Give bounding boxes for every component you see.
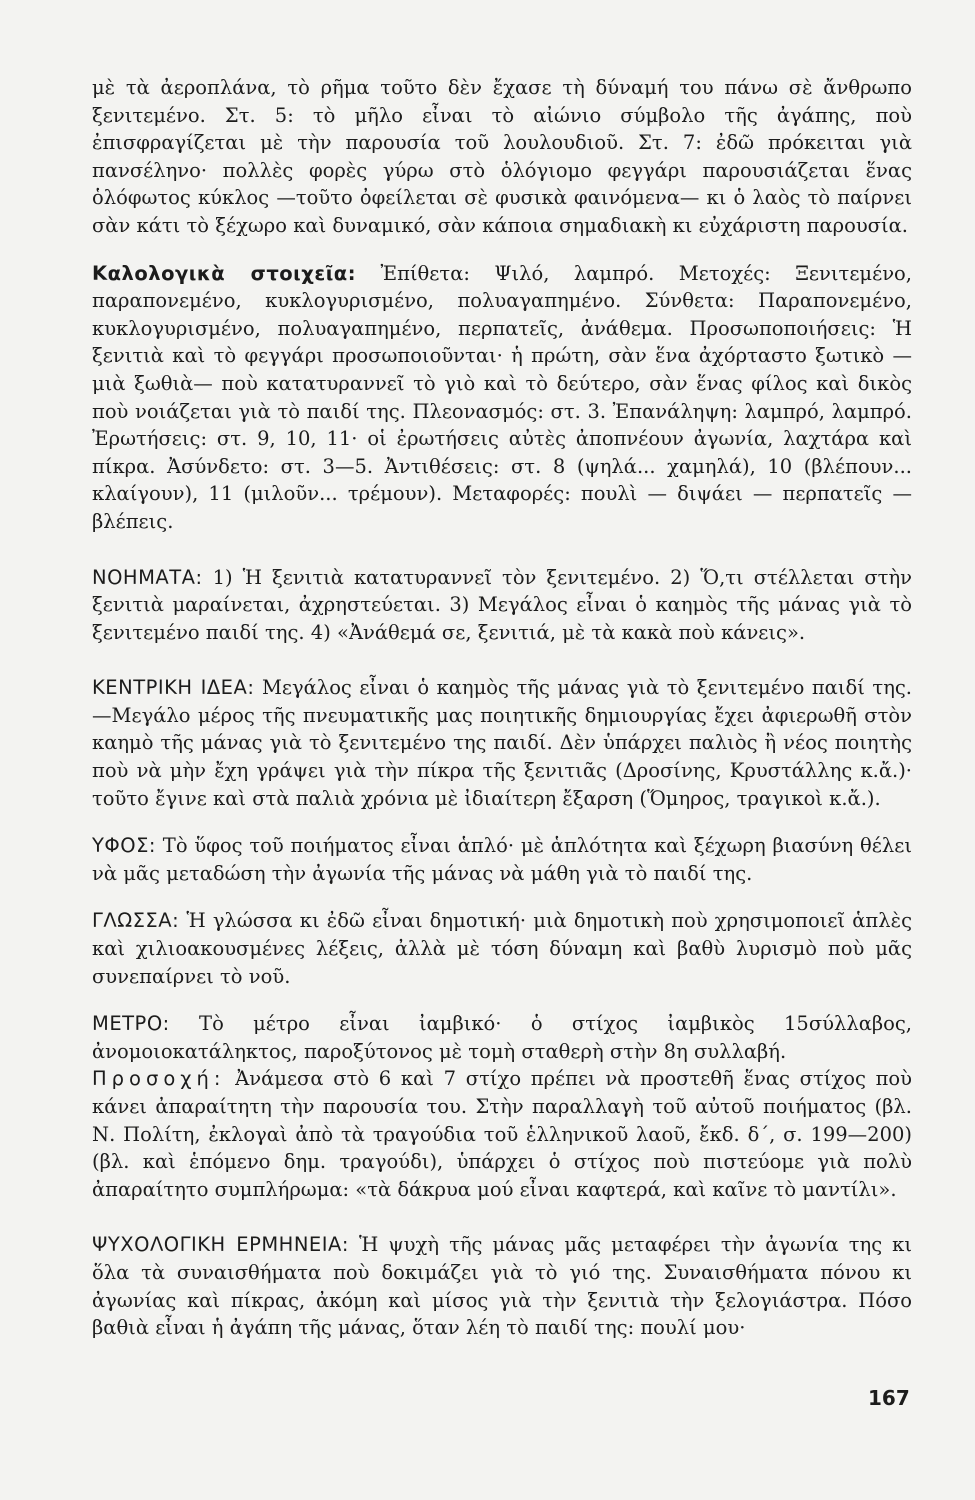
- paragraph-kalologika: [92, 260, 912, 536]
- paragraph-text: Ἀνάμεσα στὸ 6 καὶ 7 στίχο πρέπει νὰ προστεθῆ ἕνας στίχος ποὺ κάνει ἀπαραίτητη τὴν παρουσία του. Στὴν παραλλαγὴ τοῦ αὐτοῦ ποιήματος (βλ. Ν. Πολίτη, ἐκλογαὶ ἀπὸ τὰ τραγούδια τοῦ ἑλληνικοῦ λαοῦ, ἔκδ. δ΄, σ. 199—200) (βλ. καὶ ἑπόμενο δημ. τραγούδι), ὑπάρχει ὁ στίχος ποὺ πιστεύομε γιὰ πολὺ ἀπαραίτητο συμπλήρωμα: «τὰ δάκρυα μού εἶναι καφτερά, καὶ καῖνε τὸ μαντίλι».: [92, 1067, 912, 1201]
- paragraph-text: μὲ τὰ ἀεροπλάνα, τὸ ρῆμα τοῦτο δὲν ἔχασε τὴ δύναμή του πάνω σὲ ἄνθρωπο ξενιτεμένο. Στ. 5: τὸ μῆλο εἶναι τὸ αἰώνιο σύμβολο τῆς ἀγάπης, ποὺ ἐπισφραγίζεται μὲ τὴν παρουσία τοῦ λουλουδιοῦ. Στ. 7: ἐδῶ πρόκειται γιὰ πανσέληνο· πολλὲς φορὲς γύρω στὸ ὁλόγιομο φεγγάρι παρουσιάζεται ἕνας ὁλόφωτος κύκλος —τοῦτο ὀφείλεται σὲ φυσικὰ φαινόμενα— κι ὁ λαὸς τὸ παίρνει σὰν κάτι τὸ ξέχωρο καὶ δυναμικό, σὰν κάποια σημαδιακὴ κι εὐχάριστη παρουσία.: [92, 76, 912, 237]
- paragraph-noimata: [92, 564, 912, 647]
- section-label: Καλολογικὰ στοιχεῖα:: [92, 261, 357, 285]
- section-label: ΚΕΝΤΡΙΚΗ ΙΔΕΑ:: [92, 676, 255, 700]
- section-label: ΓΛΩΣΣΑ:: [92, 909, 180, 933]
- paragraph-psychologiki: [92, 1231, 912, 1341]
- paragraph-text: Μεγάλος εἶναι ὁ καημὸς τῆς μάνας γιὰ τὸ ξενιτεμένο παιδί της. —Μεγάλο μέρος τῆς πνευματικῆς μας ποιητικῆς δημιουργίας ἔχει ἀφιερωθῆ στὸν καημὸ τῆς μάνας γιὰ τὸ ξενιτεμένο της παιδί. Δὲν ὑπάρχει παλιὸς ἢ νέος ποιητὴς ποὺ νὰ μὴν ἔχη γράψει γιὰ τὴν πίκρα τῆς ξενιτιᾶς (Δροσίνης, Κρυστάλλης κ.ἄ.)· τοῦτο ἔγινε καὶ στὰ παλιὰ χρόνια μὲ ἰδιαίτερη ἔξαρση (Ὅμηρος, τραγικοὶ κ.ἄ.).: [92, 676, 912, 810]
- paragraph-text: Τὸ μέτρο εἶναι ἰαμβικό· ὁ στίχος ἰαμβικὸς 15σύλλαβος, ἀνομοιοκατάληκτος, παροξύτονος μὲ τομὴ σταθερὴ στὴν 8η συλλαβή.: [92, 1012, 912, 1063]
- page-number: 167: [868, 1386, 910, 1410]
- section-label: ΝΟΗΜΑΤΑ:: [92, 565, 203, 589]
- paragraph-text: Τὸ ὕφος τοῦ ποιήματος εἶναι ἁπλό· μὲ ἁπλότητα καὶ ξέχωρη βιασύνη θέλει νὰ μᾶς μεταδώση τὴν ἀγωνία τῆς μάνας νὰ μάθη γιὰ τὸ παιδί της.: [92, 834, 912, 885]
- paragraph-metro: [92, 1010, 912, 1065]
- paragraph-intro: [92, 74, 912, 240]
- paragraph-glossa: [92, 907, 912, 990]
- paragraph-prosoxi: [92, 1065, 912, 1203]
- section-label: ΜΕΤΡΟ:: [92, 1012, 170, 1036]
- section-label: Προσοχή:: [92, 1067, 226, 1091]
- section-label: ΨΥΧΟΛΟΓΙΚΗ ΕΡΜΗΝΕΙΑ:: [92, 1233, 349, 1257]
- paragraph-text: 1) Ἡ ξενιτιὰ κατατυραννεῖ τὸν ξενιτεμένο. 2) Ὅ,τι στέλλεται στὴν ξενιτιὰ μαραίνεται, ἀχρηστεύεται. 3) Μεγάλος εἶναι ὁ καημὸς τῆς μάνας γιὰ τὸ ξενιτεμένο παιδί της. 4) «Ἀνάθεμά σε, ξενιτιά, μὲ τὰ κακὰ ποὺ κάνεις».: [92, 565, 912, 644]
- paragraph-kentriki-idea: [92, 674, 912, 812]
- body-text: [92, 74, 912, 1342]
- paragraph-yfos: [92, 832, 912, 887]
- paragraph-text: Ἡ ψυχὴ τῆς μάνας μᾶς μεταφέρει τὴν ἀγωνία της κι ὅλα τὰ συναισθήματα ποὺ δοκιμάζει γιὰ τὸ γιό της. Συναισθήματα πόνου κι ἀγωνίας καὶ πίκρας, ἀκόμη καὶ μίσος γιὰ τὴν ξενιτιὰ τὴν ξελογιάστρα. Πόσο βαθιὰ εἶναι ἡ ἀγάπη τῆς μάνας, ὅταν λέη τὸ παιδί της: πουλί μου·: [92, 1233, 913, 1340]
- paragraph-text: Ἡ γλώσσα κι ἐδῶ εἶναι δημοτική· μιὰ δημοτικὴ ποὺ χρησιμοποιεῖ ἁπλὲς καὶ χιλιοακουσμένες λέξεις, ἀλλὰ μὲ τόση δύναμη καὶ βαθὺ λυρισμὸ ποὺ μᾶς συνεπαίρνει τὸ νοῦ.: [92, 909, 912, 988]
- paragraph-text: Ἐπίθετα: Ψιλό, λαμπρό. Μετοχές: Ξενιτεμένο, παραπονεμένο, κυκλογυρισμένο, πολυαγαπημένο. Σύνθετα: Παραπονεμένο, κυκλογυρισμένο, πολυαγαπημένο, περπατεῖς, ἀνάθεμα. Προσωποποιήσεις: Ἡ ξενιτιὰ καὶ τὸ φεγγάρι προσωποιοῦνται· ἡ πρώτη, σὰν ἕνα ἀχόρταστο ξωτικὸ — μιὰ ξωθιὰ— ποὺ κατατυραννεῖ τὸ γιὸ καὶ τὸ δεύτερο, σὰν ἕνας φίλος καὶ δικὸς ποὺ νοιάζεται γιὰ τὸ παιδί της. Πλεονασμός: στ. 3. Ἐπανάληψη: λαμπρό, λαμπρό. Ἐρωτήσεις: στ. 9, 10, 11· οἱ ἐρωτήσεις αὐτὲς ἀποπνέουν ἀγωνία, λαχτάρα καὶ πίκρα. Ἀσύνδετο: στ. 3—5. Ἀντιθέσεις: στ. 8 (ψηλά... χαμηλά), 10 (βλέπουν... κλαίγουν), 11 (μιλοῦν... τρέμουν). Μεταφορές: πουλὶ — διψάει — περπατεῖς — βλέπεις.: [92, 261, 912, 533]
- section-label: ΥΦΟΣ:: [92, 834, 156, 858]
